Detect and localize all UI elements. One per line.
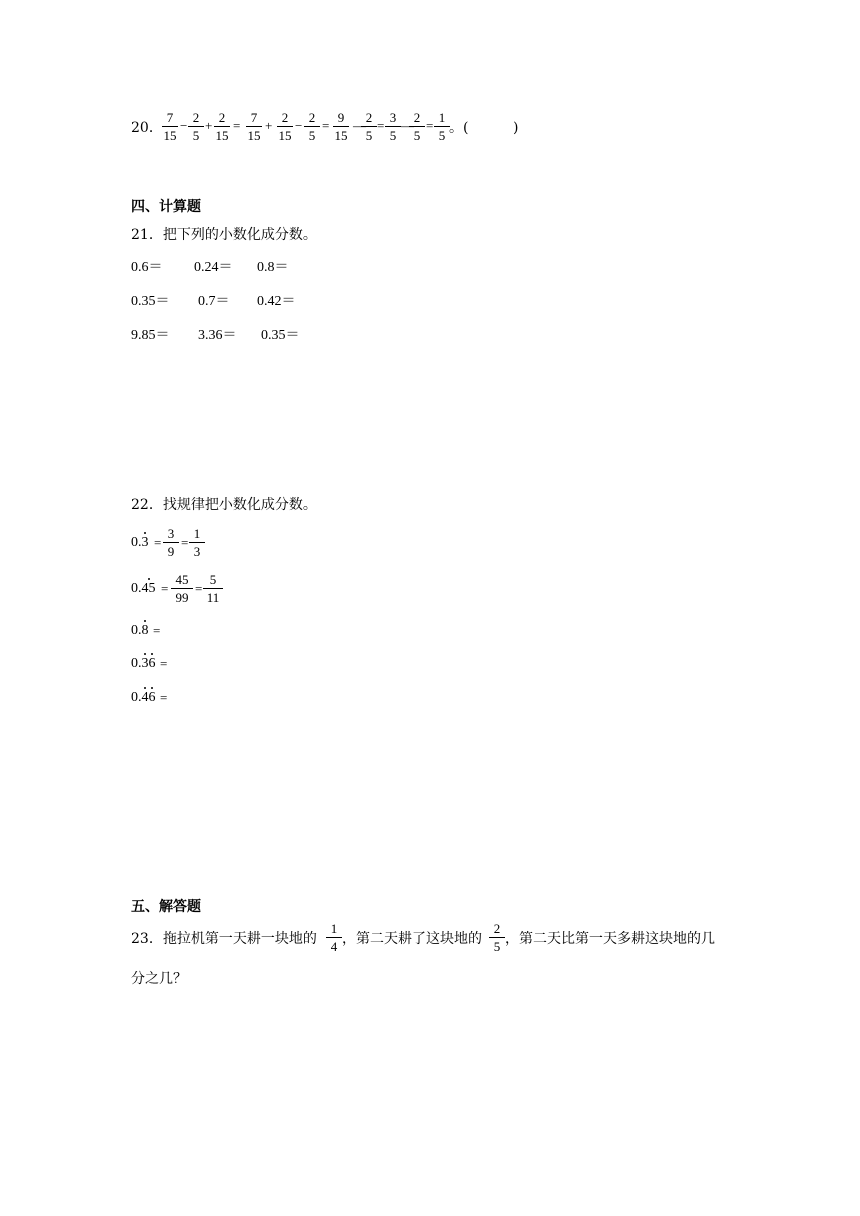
question-text: ，第二天耕了这块地的	[342, 931, 482, 947]
operator: =	[322, 118, 330, 133]
operator: −	[295, 118, 303, 133]
fraction: 3 5	[385, 110, 401, 143]
operator: +	[265, 118, 273, 133]
operator: −	[180, 118, 188, 133]
exercise-item: 0.35＝	[131, 294, 170, 309]
fraction: 1 3	[189, 526, 205, 559]
exercise-item: 3.36＝	[198, 328, 237, 343]
repeating-decimal: 0.46	[131, 690, 156, 705]
repeating-decimal: 0.36	[131, 656, 156, 671]
operator: =	[233, 118, 241, 133]
equals-sign: =	[160, 690, 168, 705]
exercise-item: 0.6＝	[131, 260, 163, 275]
operator: =	[426, 118, 434, 133]
fraction: 2 15	[278, 110, 292, 143]
equals-sign: =	[195, 581, 203, 596]
exercise-item: 0.8＝	[257, 260, 289, 275]
question-text: 22．找规律把小数化成分数。	[131, 497, 317, 513]
question-text: 21．把下列的小数化成分数。	[131, 227, 317, 243]
section-heading: 五、解答题	[131, 899, 201, 915]
question-text: ，第二天比第一天多耕这块地的几	[505, 931, 715, 947]
exercise-item: 0.24＝	[194, 260, 233, 275]
fraction: 9 15	[334, 110, 348, 143]
repeating-decimal: 0.3	[131, 535, 149, 550]
fraction: 5 11	[203, 572, 223, 605]
fraction: 2 5	[361, 110, 377, 143]
section-heading: 四、计算题	[131, 199, 201, 215]
repeating-decimal: 0.45	[131, 581, 156, 596]
fraction: 7 15	[163, 110, 177, 143]
answer-bracket-close: )	[513, 120, 519, 136]
exercise-item: 0.35＝	[261, 328, 300, 343]
fraction: 2 15	[215, 110, 229, 143]
operator: —	[401, 118, 414, 133]
fraction: 2 5	[188, 110, 204, 143]
equals-sign: =	[154, 535, 162, 550]
fraction: 2 5	[409, 110, 425, 143]
fraction: 2 5	[489, 921, 505, 954]
equals-sign: =	[181, 535, 189, 550]
fraction: 2 5	[304, 110, 320, 143]
fraction: 7 15	[247, 110, 261, 143]
fraction: 45 99	[171, 572, 193, 605]
answer-bracket-open: 。(	[449, 120, 469, 136]
equals-sign: =	[160, 656, 168, 671]
question-number: 20．	[131, 120, 163, 136]
equals-sign: =	[161, 581, 169, 596]
fraction: 3 9	[163, 526, 179, 559]
exercise-item: 9.85＝	[131, 328, 170, 343]
fraction: 1 4	[326, 921, 342, 954]
equals-sign: =	[153, 623, 161, 638]
operator: +	[205, 118, 213, 133]
repeating-decimal: 0.8	[131, 623, 149, 638]
fraction: 1 5	[434, 110, 450, 143]
operator: =	[377, 118, 385, 133]
operator: —	[353, 118, 366, 133]
question-text: 分之几？	[131, 971, 187, 987]
question-text: 23．拖拉机第一天耕一块地的	[131, 931, 317, 947]
exercise-item: 0.42＝	[257, 294, 296, 309]
exercise-item: 0.7＝	[198, 294, 230, 309]
